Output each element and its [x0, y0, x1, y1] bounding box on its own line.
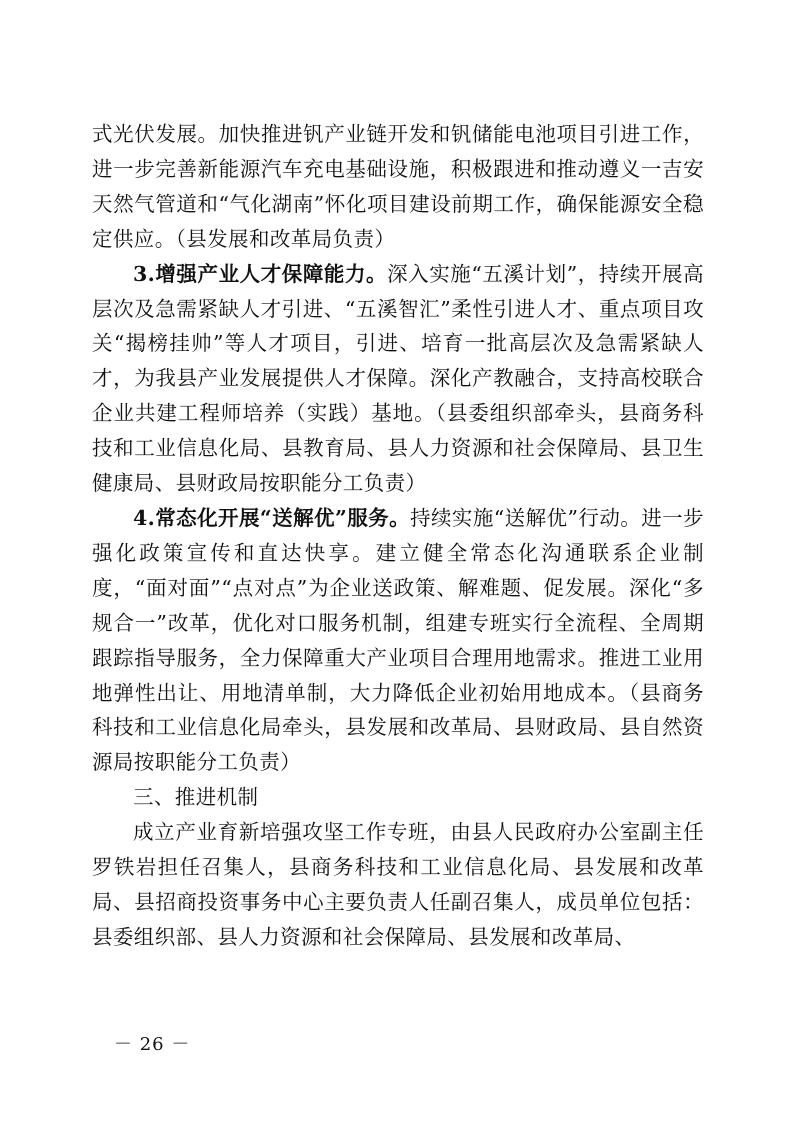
paragraph-energy-continued	[92, 117, 704, 257]
paragraph-talent	[92, 257, 704, 501]
paragraph-mechanism	[92, 815, 704, 955]
document-body	[92, 117, 704, 955]
page-number: － 26 －	[114, 1034, 191, 1055]
paragraph-text: 持续实施“送解优”行动。进一步强化政策宣传和直达快享。建立健全常态化沟通联系企业制度，“面对面”“点对点”为企业送政策、解难题、促发展。深化“多规合一”改革，优化对口服务机制，组建专班实行全流程、全周期跟踪指导服务，全力保障重大产业项目合理用地需求。推进工业用地弹性出让、用地清单制，大力降低企业初始用地成本。（县商务科技和工业信息化局牵头，县发展和改革局、县财政局、县自然资源局按职能分工负责）	[92, 505, 704, 775]
paragraph-title: 3.增强产业人才保障能力。	[133, 261, 388, 286]
section-heading	[92, 780, 704, 815]
paragraph-text: 成立产业育新培强攻坚工作专班，由县人民政府办公室副主任罗铁岩担任召集人，县商务科技和工业信息化局、县发展和改革局、县招商投资事务中心主要负责人任副召集人，成员单位包括：县委组织部、县人力资源和社会保障局、县发展和改革局、	[92, 820, 704, 949]
paragraph-text: 式光伏发展。加快推进钒产业链开发和钒储能电池项目引进工作，进一步完善新能源汽车充电基础设施，积极跟进和推动遵义一吉安天然气管道和“气化湖南”怀化项目建设前期工作，确保能源安全稳定供应。（县发展和改革局负责）	[92, 122, 704, 251]
section-heading-text: 三、推进机制	[133, 785, 259, 810]
paragraph-service	[92, 501, 704, 780]
paragraph-title: 4.常态化开展“送解优”服务。	[133, 505, 411, 530]
paragraph-text: 深入实施“五溪计划”，持续开展高层次及急需紧缺人才引进、“五溪智汇”柔性引进人才、重点项目攻关“揭榜挂帅”等人才项目，引进、培育一批高层次及急需紧缺人才，为我县产业发展提供人才保障。深化产教融合，支持高校联合企业共建工程师培养（实践）基地。（县委组织部牵头，县商务科技和工业信息化局、县教育局、县人力资源和社会保障局、县卫生健康局、县财政局按职能分工负责）	[92, 261, 704, 496]
